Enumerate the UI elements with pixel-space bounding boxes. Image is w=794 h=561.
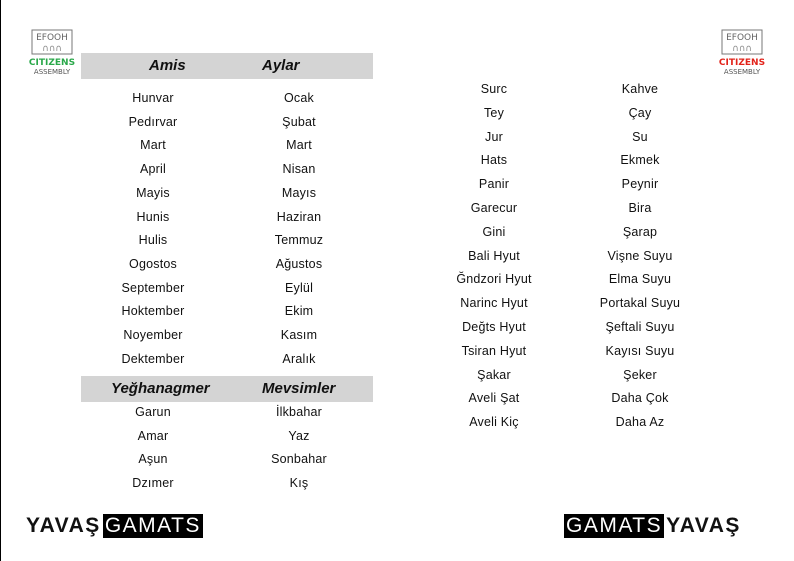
list-item: Temmuz — [274, 233, 324, 248]
list-item: Ekmek — [620, 153, 660, 168]
svg-text:∩∩∩: ∩∩∩ — [42, 44, 62, 54]
list-item: Aveli Kiç — [469, 415, 519, 430]
list-item: Çay — [628, 105, 652, 120]
list-item: Daha Çok — [611, 391, 669, 406]
list-item: Kış — [289, 476, 309, 491]
months-header-armenian: Amis — [149, 57, 186, 74]
list-item: Ağustos — [275, 256, 323, 271]
list-item: Noyember — [123, 328, 183, 342]
list-item: September — [121, 280, 185, 295]
list-item: Ogostos — [129, 256, 177, 271]
list-item: Nisan — [282, 162, 316, 177]
list-item: Şeftali Suyu — [605, 320, 675, 334]
list-item: Hunis — [136, 209, 170, 224]
list-item: Tsiran Hyut — [461, 343, 527, 358]
list-item: Haziran — [276, 209, 322, 224]
list-item: Dzımer — [132, 476, 174, 491]
list-item: Hunvar — [132, 91, 174, 105]
logo-mid-text: CITIZENS — [28, 58, 76, 68]
list-item: Mayıs — [281, 185, 317, 200]
list-item: Narinc Hyut — [460, 296, 528, 311]
list-item: Eylül — [284, 280, 314, 295]
list-item: Kasım — [280, 328, 318, 342]
brand-right — [564, 514, 743, 538]
list-item: Aşun — [138, 452, 168, 467]
list-item: Panir — [478, 177, 510, 192]
brand-right-bold: YAVAŞ — [666, 514, 741, 537]
list-item: Tey — [483, 105, 505, 120]
list-item: Surc — [480, 82, 508, 96]
list-item: Hats — [480, 153, 508, 168]
list-item: Mayis — [136, 185, 170, 200]
list-item: Yaz — [288, 428, 310, 443]
list-item: Elma Suyu — [608, 272, 672, 287]
list-item: Şarap — [622, 224, 658, 239]
list-item: Bali Hyut — [468, 248, 520, 263]
months-header — [81, 53, 373, 79]
citizens-assembly-logo — [28, 28, 76, 76]
list-item: Ekim — [284, 304, 314, 319]
list-item: Şubat — [282, 114, 316, 129]
list-item: Mart — [140, 138, 166, 153]
list-item: Aveli Şat — [468, 391, 520, 406]
list-item: Hoktember — [121, 304, 185, 319]
list-item: April — [139, 162, 166, 177]
list-item: Daha Az — [615, 415, 665, 430]
list-item: Şakar — [477, 367, 511, 382]
list-item: Kahve — [621, 82, 659, 96]
list-item: Amar — [137, 428, 169, 443]
list-item: Ocak — [284, 91, 314, 105]
brand-right-light: GAMATS — [566, 514, 663, 537]
brand-left-light: GAMATS — [104, 514, 201, 537]
brand-left-bold: YAVAŞ — [26, 514, 101, 537]
list-item: Dektember — [121, 351, 185, 366]
logo-bottom-text: ASSEMBLY — [33, 68, 71, 76]
citizens-assembly-logo-right — [718, 28, 766, 76]
list-item: İlkbahar — [275, 405, 323, 419]
list-item: Jur — [485, 129, 503, 144]
list-item: Portakal Suyu — [599, 296, 681, 311]
list-item: Şeker — [623, 367, 657, 382]
seasons-header-turkish: Mevsimler — [262, 380, 336, 397]
list-item: Kayısı Suyu — [605, 343, 675, 358]
list-item: Değts Hyut — [462, 320, 526, 334]
logo-top-text: EFOOH — [726, 33, 758, 43]
seasons-header-armenian: Yeğhanagmer — [111, 380, 210, 397]
logo-mid-text: CITIZENS — [718, 58, 766, 68]
list-item: Hulis — [138, 233, 168, 248]
brand-left — [24, 514, 203, 538]
months-header-turkish: Aylar — [262, 57, 300, 74]
list-item: Sonbahar — [271, 452, 327, 467]
list-item: Garecur — [470, 201, 518, 215]
logo-bottom-text: ASSEMBLY — [723, 68, 761, 76]
logo-top-text: EFOOH — [36, 33, 68, 43]
list-item: Gini — [482, 224, 506, 239]
page-edge-rule — [0, 0, 1, 561]
list-item: Aralık — [282, 351, 316, 366]
list-item: Ğndzori Hyut — [456, 272, 532, 287]
list-item: Vişne Suyu — [607, 248, 673, 263]
list-item: Bira — [628, 201, 652, 215]
svg-text:∩∩∩: ∩∩∩ — [732, 44, 752, 54]
list-item: Su — [632, 129, 648, 144]
list-item: Pedırvar — [128, 114, 178, 129]
list-item: Peynir — [621, 177, 659, 192]
list-item: Mart — [286, 138, 312, 153]
list-item: Garun — [135, 405, 171, 419]
seasons-header — [81, 376, 373, 402]
